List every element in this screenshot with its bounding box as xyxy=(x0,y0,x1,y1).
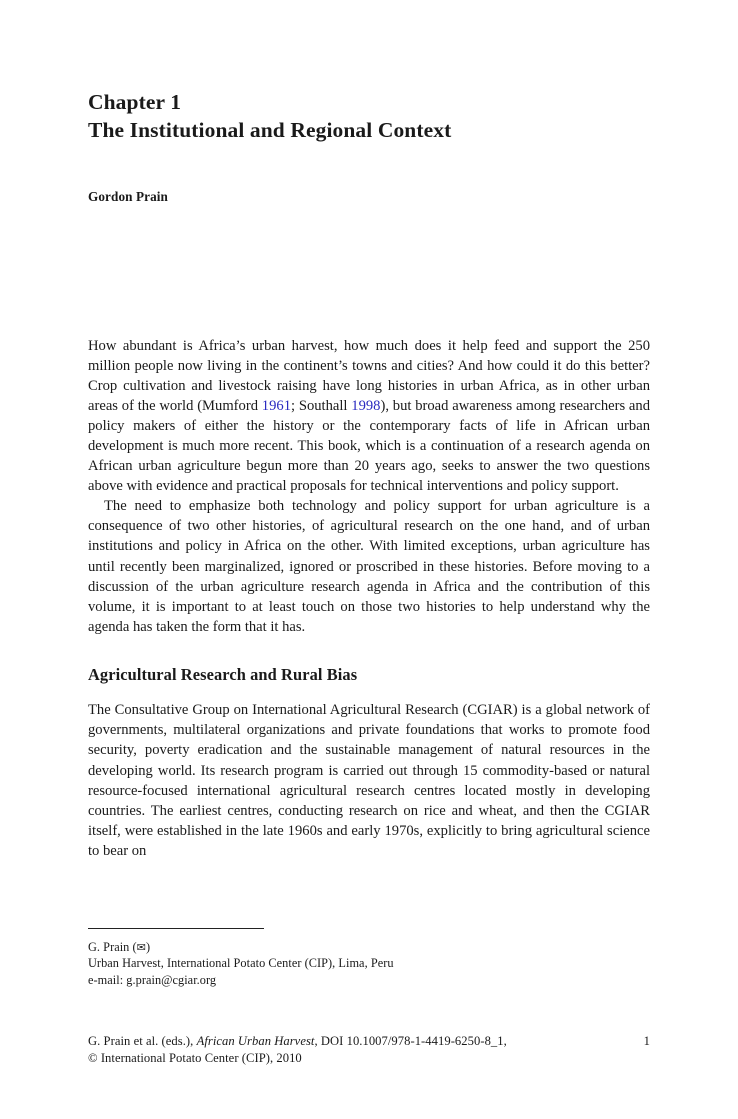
chapter-heading-block xyxy=(88,88,650,145)
paragraph-1-text-part-2: ; Southall xyxy=(290,398,352,415)
section-spacer-top xyxy=(88,637,650,665)
section-heading-agricultural-research-and-rural-bias: Agricultural Research and Rural Bias xyxy=(88,664,358,684)
body-text-block xyxy=(88,336,650,861)
footnote-email: e-mail: g.prain@cgiar.org xyxy=(88,972,217,987)
footer-citation-prefix: G. Prain et al. (eds.), xyxy=(88,1034,197,1048)
paragraph-1 xyxy=(88,336,650,496)
footnote-author-name: G. Prain ( xyxy=(88,940,137,954)
citation-link-mumford-1961[interactable]: 1961 xyxy=(261,398,291,415)
footnote-affiliation: Urban Harvest, International Potato Center (CIP), Lima, Peru xyxy=(88,956,394,971)
footer-doi: , DOI 10.1007/978-1-4419-6250-8_1, xyxy=(314,1034,507,1048)
section-spacer-bottom xyxy=(88,684,650,700)
footnote-author-line xyxy=(88,939,650,955)
page-footer xyxy=(88,1033,650,1067)
paragraph-1-text-part-1: How abundant is Africa’s urban harvest, how much does it help feed and support the 250 million people now living in the continent’s towns and cities? And how could it do this better? Crop cultivation and livestock raising have long histories in urban Africa, as in other urban areas of the world (Mumford xyxy=(88,338,650,415)
footer-copyright: © International Potato Center (CIP), 2010 xyxy=(88,1051,302,1066)
footnote-block xyxy=(88,928,650,988)
chapter-number: Chapter 1 xyxy=(88,90,182,114)
footer-book-title: African Urban Harvest xyxy=(196,1034,315,1048)
page-title: The Institutional and Regional Context xyxy=(88,118,452,143)
footnote-author-close-paren: ) xyxy=(145,940,151,954)
envelope-icon: ✉ xyxy=(136,942,146,954)
citation-link-southall-1998[interactable]: 1998 xyxy=(351,398,381,415)
paragraph-3: The Consultative Group on International Agricultural Research (CGIAR) is a global network of governments, multilateral organizations and private foundations that works to promote food security, poverty eradication and the sustainable management of natural resources in the developing world. Its research program is carried out through 15 commodity-based or natural resource-focused international agricultural research centres located mostly in developing countries. The earliest centres, conducting research on rice and wheat, and then the CGIAR itself, were established in the late 1960s and early 1970s, explicitly to bring agricultural science to bear on xyxy=(88,702,650,859)
paragraph-1-text-part-3: ), but broad awareness among researchers and policy makers of either the history or the contemporary facts of life in African urban development is much more recent. This book, which is a continuation of a research agenda on African urban agriculture begun more than 20 years ago, seeks to answer the two questions above with evidence and practical proposals for technical interventions and policy support. xyxy=(88,398,651,495)
footnote-divider xyxy=(88,928,264,929)
author-byline: Gordon Prain xyxy=(88,189,168,204)
paragraph-2: The need to emphasize both technology and policy support for urban agriculture is a consequence of two other histories, of agricultural research on the one hand, and of urban institutions and policy in Africa on the other. With limited exceptions, urban agriculture has until recently been marginalized, ignored or proscribed in these histories. Before moving to a discussion of the urban agriculture research agenda in Africa and the contribution of this volume, it is important to at least touch on those two histories to help understand why the agenda has taken the form that it has. xyxy=(88,498,650,635)
footer-citation-row xyxy=(88,1033,650,1050)
page-number: 1 xyxy=(643,1034,650,1048)
